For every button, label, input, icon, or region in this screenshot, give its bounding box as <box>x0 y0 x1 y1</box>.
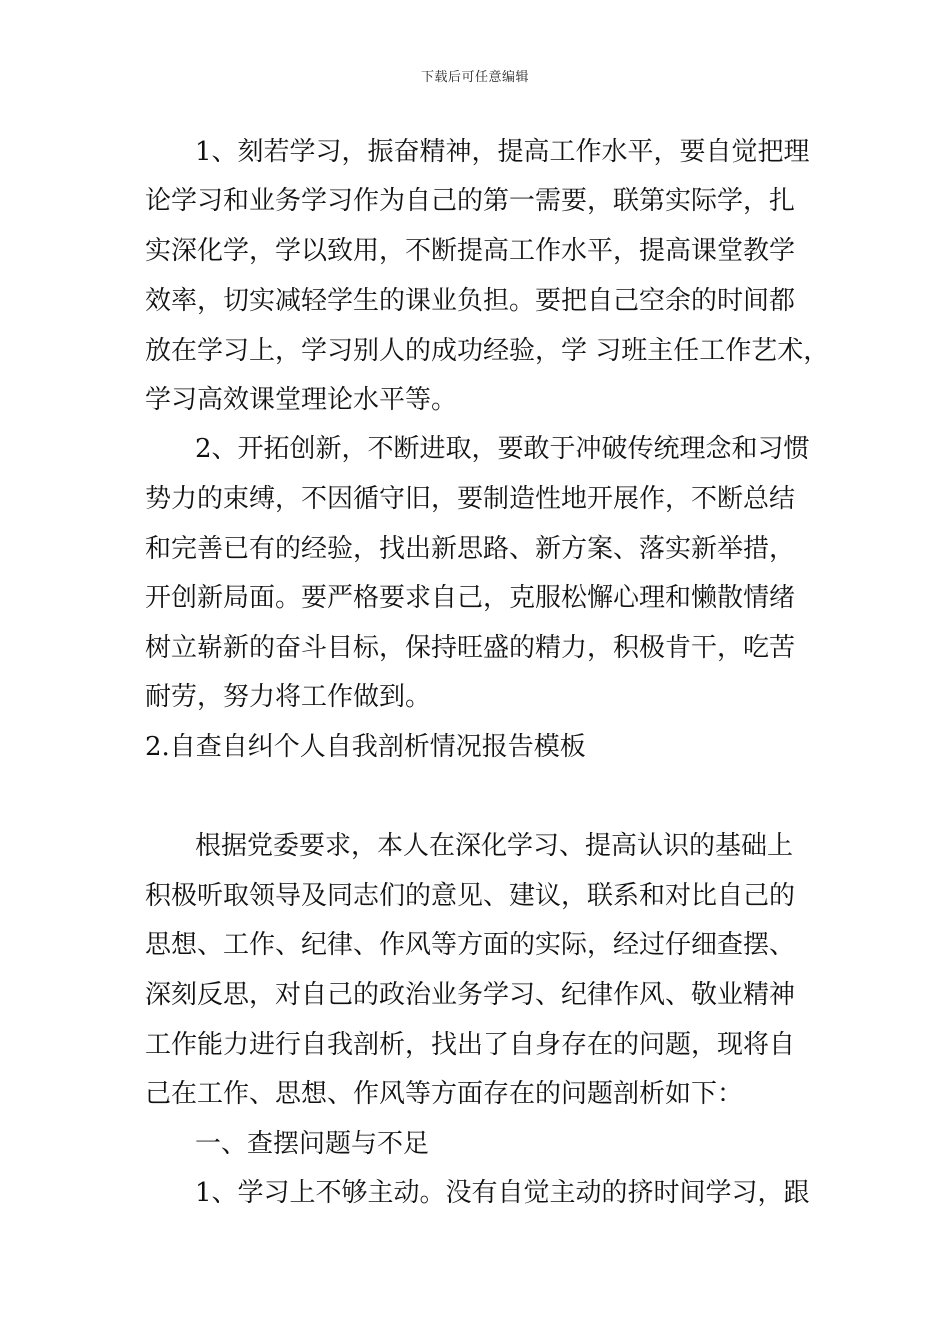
paragraph-line: 树立崭新的奋斗目标，保持旺盛的精力，积极肯干，吃苦 <box>145 633 796 663</box>
section-heading: 2.自查自纠个人自我剖析情况报告模板 <box>145 732 586 762</box>
paragraph-line: 工作能力进行自我剖析，找出了自身存在的问题，现将自 <box>145 1030 796 1060</box>
paragraph-line: 2、开拓创新，不断进取，要敢于冲破传统理念和习惯 <box>195 434 810 464</box>
paragraph-line: 己在工作、思想、作风等方面存在的问题剖析如下： <box>145 1079 744 1109</box>
paragraph-line: 积极听取领导及同志们的意见、建议，联系和对比自己的 <box>145 881 796 911</box>
paragraph-line: 实深化学，学以致用，不断提高工作水平，提高课堂教学 <box>145 236 796 266</box>
paragraph-line: 1、刻若学习，振奋精神，提高工作水平，要自觉把理 <box>195 137 810 167</box>
subsection-heading: 一、查摆问题与不足 <box>195 1129 430 1159</box>
paragraph-line: 学习高效课堂理论水平等。 <box>145 385 458 415</box>
page-header: 下载后可任意编辑 <box>420 70 529 85</box>
paragraph-line: 和完善已有的经验，找出新思路、新方案、落实新举措， <box>145 534 796 564</box>
paragraph-line: 深刻反思，对自己的政治业务学习、纪律作风、敬业精神 <box>145 980 796 1010</box>
paragraph-line: 耐劳，努力将工作做到。 <box>145 682 432 712</box>
paragraph-line: 效率，切实减轻学生的课业负担。要把自己空余的时间都 <box>145 286 796 316</box>
paragraph-line: 放在学习上，学习别人的成功经验，学 习班主任工作艺术， <box>145 336 830 366</box>
paragraph-line: 开创新局面。要严格要求自己，克服松懈心理和懒散情绪 <box>145 583 796 613</box>
paragraph-line: 1、学习上不够主动。没有自觉主动的挤时间学习，跟 <box>195 1178 810 1208</box>
paragraph-line: 论学习和业务学习作为自己的第一需要，联第实际学，扎 <box>145 186 796 216</box>
paragraph-line: 思想、工作、纪律、作风等方面的实际，经过仔细查摆、 <box>145 930 796 960</box>
paragraph-line: 根据党委要求，本人在深化学习、提高认识的基础上 <box>195 831 794 861</box>
paragraph-line: 势力的束缚，不因循守旧，要制造性地开展作，不断总结 <box>145 484 796 514</box>
